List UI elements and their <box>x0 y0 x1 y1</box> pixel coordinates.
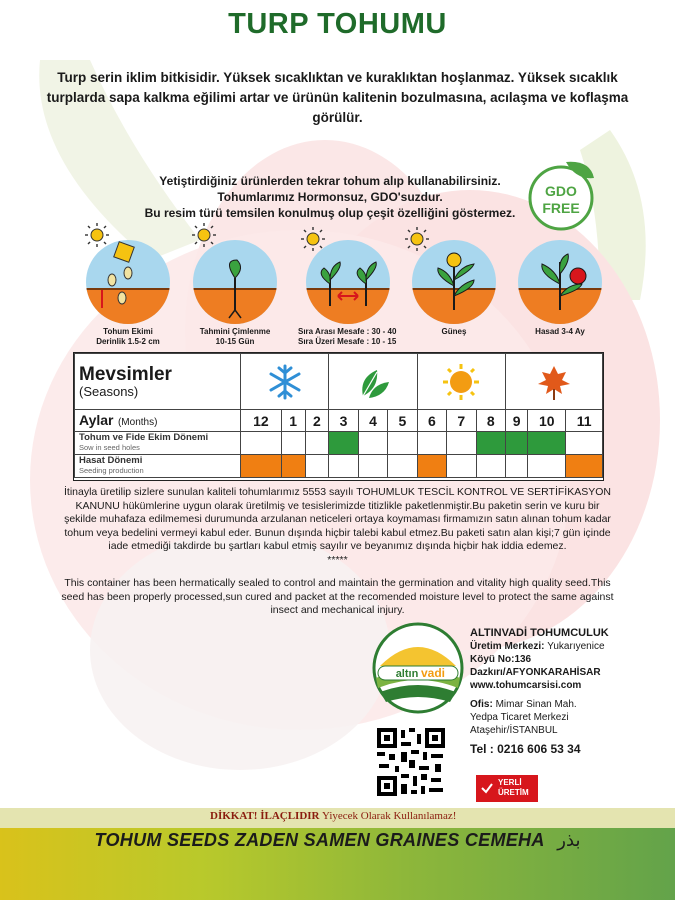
flowering-plant-icon <box>412 240 496 324</box>
season-summer <box>417 354 505 410</box>
company-name: ALTINVADİ TOHUMCULUK <box>470 627 609 639</box>
month-cell: 1 <box>281 410 305 432</box>
gdo-line-1: GDO <box>545 183 577 199</box>
months-label-tr: Aylar <box>79 411 114 428</box>
leaves-icon <box>353 362 393 402</box>
sowing-marked-cell <box>329 432 358 455</box>
website-link[interactable]: www.tohumcarsisi.com <box>470 680 582 691</box>
office-line-2: Yedpa Ticaret Merkezi <box>470 712 569 723</box>
autumn-leaf-icon <box>534 362 574 402</box>
seasons-table <box>73 352 604 481</box>
seasons-header <box>75 354 241 410</box>
seeds-arabic: بذر <box>557 830 581 851</box>
production-center-line-2: Köyü No:136 <box>470 654 532 665</box>
office-value: Mimar Sinan Mah. <box>495 699 577 710</box>
legal-text-en: This container has been hermatically sealed to control and maintain the germination and vitality high quality seed.This seed has been properly processed,sun cured and packet at the recomended moisture level to protect the same against insect and mechanical injury. <box>61 577 614 616</box>
month-cell: 4 <box>358 410 387 432</box>
checkmark-icon <box>480 781 494 795</box>
harvest-marked-cell <box>417 455 446 478</box>
notice-line-1: Yetiştirdiğiniz ürünlerden tekrar tohum alıp kullanabilirsiniz. <box>159 174 501 188</box>
seed-notice <box>120 173 540 221</box>
notice-line-2: Tohumlarımız Hormonsuz, GDO'suzdur. <box>217 190 443 204</box>
sowing-label-tr: Tohum ve Fide Ekim Dönemi <box>79 432 209 443</box>
qr-code-icon[interactable] <box>375 726 447 798</box>
month-cell: 12 <box>241 410 282 432</box>
production-center-line-3: Dazkırı/AFYONKARAHİSAR <box>470 667 601 678</box>
empty-month-cell <box>358 455 387 478</box>
step-1-line-1: Tohum Ekimi <box>103 327 153 336</box>
season-autumn <box>506 354 603 410</box>
gdo-badge-icon <box>524 158 598 232</box>
month-cell: 3 <box>329 410 358 432</box>
month-cell: 5 <box>388 410 417 432</box>
production-center-label: Üretim Merkezi: <box>470 641 545 652</box>
intro-text: Turp serin iklim bitkisidir. Yüksek sıcaklıktan ve kuraklıktan hoşlanmaz. Yüksek sıcaklık turplarda sapa kalkma eğilimi artar ve ürünün kalitenin bozulmasına, acılaşma ve koflaşma görülür. <box>46 70 629 125</box>
step-5-line-1: Hasad 3-4 Ay <box>535 327 585 336</box>
season-spring <box>329 354 417 410</box>
production-center-value: Yukarıyenice <box>547 641 605 652</box>
sowing-marked-cell <box>476 432 505 455</box>
empty-month-cell <box>417 432 446 455</box>
phone-number: Tel : 0216 606 53 34 <box>470 742 581 756</box>
season-winter <box>241 354 329 410</box>
seasons-subtitle: (Seasons) <box>79 383 139 399</box>
harvest-plant-icon <box>518 240 602 324</box>
harvest-row <box>75 455 603 478</box>
empty-month-cell <box>388 432 417 455</box>
gdo-line-2: FREE <box>542 200 580 216</box>
altinvadi-logo <box>370 622 466 714</box>
empty-month-cell <box>447 455 476 478</box>
logo-text-b: vadi <box>420 666 446 680</box>
step-4-line-1: Güneş <box>441 327 467 336</box>
company-info <box>470 627 660 756</box>
step-2-line-1: Tahmini Çimlenme <box>199 327 271 336</box>
empty-month-cell <box>476 455 505 478</box>
harvest-marked-cell <box>281 455 305 478</box>
step-2-line-2: 10-15 Gün <box>215 337 255 346</box>
empty-month-cell <box>241 432 282 455</box>
sowing-label-en: Sow in seed holes <box>79 443 140 452</box>
sowing-row-label <box>75 432 241 455</box>
seed-sowing-icon <box>86 240 170 324</box>
empty-month-cell <box>281 432 305 455</box>
month-cell: 11 <box>566 410 603 432</box>
month-cell: 2 <box>305 410 329 432</box>
empty-month-cell <box>305 432 329 455</box>
harvest-label-tr: Hasat Dönemi <box>79 455 143 466</box>
step-3-line-2: Sıra Üzeri Mesafe : 10 - 15 <box>298 337 397 346</box>
step-sowing <box>78 222 178 346</box>
month-cell: 10 <box>528 410 566 432</box>
sun-icon <box>441 362 481 402</box>
empty-month-cell <box>358 432 387 455</box>
warning-label: DİKKAT! İLAÇLIDIR <box>210 810 320 822</box>
step-1-line-2: Derinlik 1.5-2 cm <box>96 337 160 346</box>
spacing-icon <box>306 240 390 324</box>
months-label <box>75 410 241 432</box>
empty-month-cell <box>388 455 417 478</box>
harvest-marked-cell <box>566 455 603 478</box>
logo-icon <box>370 622 466 714</box>
step-germination <box>185 222 285 346</box>
separator: ***** <box>327 553 348 566</box>
warning-note: Yiyecek Olarak Kullanılamaz! <box>322 810 457 822</box>
notice-line-3: Bu resim türü temsilen konulmuş olup çeşit özelliğini göstermez. <box>144 206 516 220</box>
harvest-row-label <box>75 455 241 478</box>
empty-month-cell <box>566 432 603 455</box>
step-sun <box>404 222 504 336</box>
yerli-uretim-badge <box>476 775 538 802</box>
empty-month-cell <box>447 432 476 455</box>
step-spacing <box>298 222 398 346</box>
empty-month-cell <box>329 455 358 478</box>
seeds-words: TOHUM SEEDS ZADEN SAMEN GRAINES CEMEHA <box>94 830 544 850</box>
month-cell: 6 <box>417 410 446 432</box>
yerli-line-1: YERLİ <box>498 778 522 787</box>
months-label-en: (Months) <box>117 416 158 428</box>
sowing-marked-cell <box>506 432 528 455</box>
yerli-line-2: ÜRETİM <box>498 788 529 797</box>
sprout-icon <box>193 240 277 324</box>
gdo-free-badge <box>524 158 598 232</box>
empty-month-cell <box>506 455 528 478</box>
page-title: TURP TOHUMU <box>228 8 447 40</box>
legal-text-tr <box>60 486 615 567</box>
snowflake-icon <box>265 362 305 402</box>
step-harvest <box>510 222 610 336</box>
office-line-3: Ataşehir/İSTANBUL <box>470 725 558 736</box>
months-row <box>75 410 603 432</box>
harvest-marked-cell <box>241 455 282 478</box>
month-cell: 8 <box>476 410 505 432</box>
empty-month-cell <box>305 455 329 478</box>
seeds-banner-text <box>0 830 675 851</box>
seasons-title: Mevsimler <box>79 363 172 385</box>
logo-text-a: altın <box>395 668 419 680</box>
sowing-marked-cell <box>528 432 566 455</box>
empty-month-cell <box>528 455 566 478</box>
month-cell: 7 <box>447 410 476 432</box>
sowing-row <box>75 432 603 455</box>
legal-paragraph-tr: İtinayla üretilip sizlere sunulan kaliteli tohumlarımız 5553 sayılı TOHUMLUK TESCİL KONTROL VE SERTİFİKASYON KANUNU hükümlerine uygun olarak üretilmiş ve tesislerimizde titizlikle paketlenmiştir.Bu paketin serin ve kuru bir şekilde muhafaza edilmemesi durumunda arzulanan neticeleri ortaya koymaması firmamızın satın alınan tohum kadar tohum veya bedelini vermeyi kabul eder. Bunun dışında hiçbir talebi kabul etmez.Bu paketi satın alan kişi;7 gün içinde iade etmediği takdirde bu şartları kabul etmiş sayılır ve beyanımız dışında hiçbir hak iddia edemez. <box>64 486 611 552</box>
month-cell: 9 <box>506 410 528 432</box>
office-label: Ofis: <box>470 699 493 710</box>
step-3-line-1: Sıra Arası Mesafe : 30 - 40 <box>298 327 397 336</box>
harvest-label-en: Seeding production <box>79 466 144 475</box>
